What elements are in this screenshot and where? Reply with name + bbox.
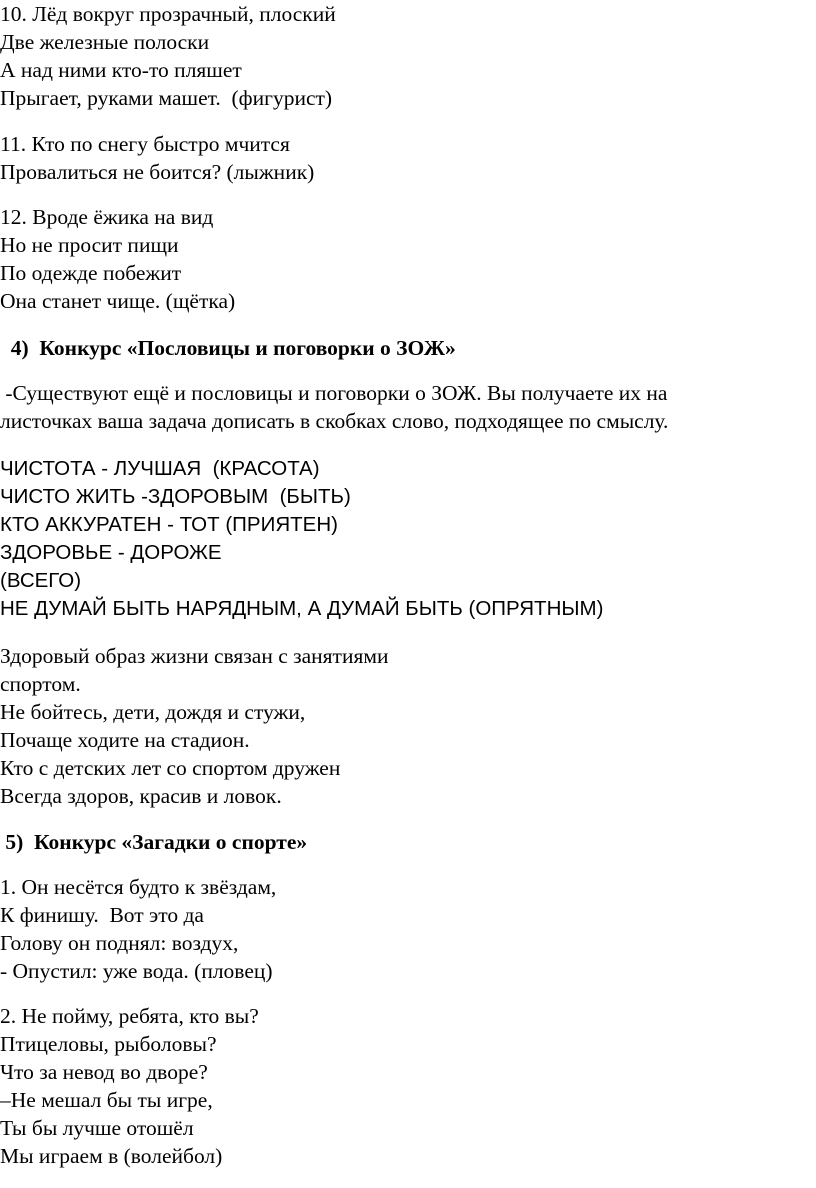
riddle-line: - Опустил: уже вода. (пловец) <box>0 959 273 983</box>
poem-line: спортом. <box>0 672 81 696</box>
poem-line: Всегда здоров, красив и ловок. <box>0 784 282 808</box>
riddle-line: Она станет чище. (щётка) <box>0 289 236 313</box>
riddle-line: 12. Вроде ёжика на вид <box>0 205 214 229</box>
proverb-line: ЗДОРОВЬЕ - ДОРОЖЕ <box>0 541 222 564</box>
proverb-line: НЕ ДУМАЙ БЫТЬ НАРЯДНЫМ, А ДУМАЙ БЫТЬ (ОПРЯТНЫМ) <box>0 597 604 620</box>
riddle-line: 11. Кто по снегу быстро мчится <box>0 132 290 156</box>
riddle-line: Но не просит пищи <box>0 233 179 257</box>
proverb-line: ЧИСТО ЖИТЬ -ЗДОРОВЫМ (БЫТЬ) <box>0 485 351 508</box>
poem-line: Не бойтесь, дети, дождя и стужи, <box>0 700 306 724</box>
riddle-line: Мы играем в (волейбол) <box>0 1144 223 1168</box>
riddle-line: –Не мешал бы ты игре, <box>0 1088 213 1112</box>
poem-line: Здоровый образ жизни связан с занятиями <box>0 644 389 668</box>
riddle-line: Птицеловы, рыболовы? <box>0 1032 217 1056</box>
section-4-heading: 4) Конкурс «Пословицы и поговорки о ЗОЖ» <box>0 336 456 360</box>
riddle-line: Голову он поднял: воздух, <box>0 931 239 955</box>
riddle-line: Две железные полоски <box>0 30 210 54</box>
intro-line: листочках ваша задача дописать в скобках слово, подходящее по смыслу. <box>0 409 669 433</box>
section-5-heading: 5) Конкурс «Загадки о спорте» <box>0 830 308 854</box>
poem-line: Кто с детских лет со спортом дружен <box>0 756 341 780</box>
riddle-line: Провалиться не боится? (лыжник) <box>0 160 315 184</box>
riddle-line: Что за невод во дворе? <box>0 1060 208 1084</box>
riddle-line: Ты бы лучше отошёл <box>0 1116 194 1140</box>
riddle-line: По одежде побежит <box>0 261 182 285</box>
proverb-line: ЧИСТОТА - ЛУЧШАЯ (КРАСОТА) <box>0 457 320 480</box>
riddle-line: 1. Он несётся будто к звёздам, <box>0 875 277 899</box>
riddle-line: А над ними кто-то пляшет <box>0 58 242 82</box>
riddle-line: 2. Не пойму, ребята, кто вы? <box>0 1004 259 1028</box>
poem-line: Почаще ходите на стадион. <box>0 728 250 752</box>
riddle-line: К финишу. Вот это да <box>0 903 204 927</box>
proverb-line: КТО АККУРАТЕН - ТОТ (ПРИЯТЕН) <box>0 513 338 536</box>
riddle-line: 10. Лёд вокруг прозрачный, плоский <box>0 2 336 26</box>
riddle-line: Прыгает, руками машет. (фигурист) <box>0 86 333 110</box>
proverb-line: (ВСЕГО) <box>0 569 82 592</box>
intro-line: -Существуют ещё и пословицы и поговорки о ЗОЖ. Вы получаете их на <box>0 381 668 405</box>
